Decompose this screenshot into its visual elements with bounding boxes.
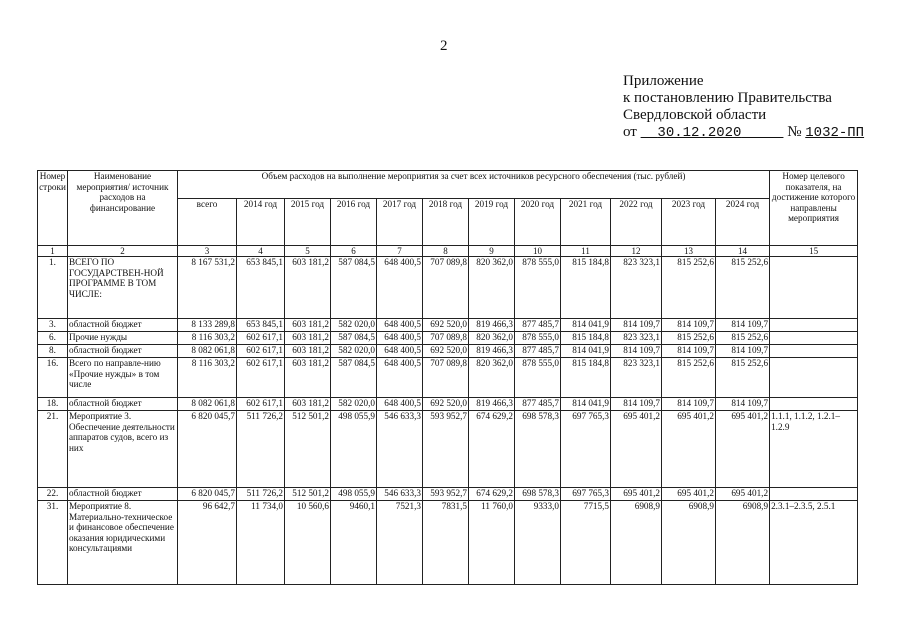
row-value: 815 184,8 [561,332,611,345]
row-value: 653 845,1 [237,319,285,332]
date-prefix: от [623,124,637,140]
row-name: Мероприятие 8. Материально-техническое и финансовое обеспечение оказания юридическими консультациями [68,501,178,585]
column-number: 13 [662,246,716,257]
table-row [38,358,858,398]
row-name: областной бюджет [68,488,178,501]
header-target-indicator: Номер целевого показателя, на достижение которого направлены мероприятия [770,171,858,246]
row-value: 814 041,9 [561,345,611,358]
row-value: 653 845,1 [237,257,285,319]
row-value: 697 765,3 [561,488,611,501]
row-value: 648 400,5 [377,398,423,411]
row-number: 18. [38,398,68,411]
row-value: 815 252,6 [662,332,716,345]
row-number: 3. [38,319,68,332]
row-value: 877 485,7 [515,345,561,358]
column-number: 12 [611,246,662,257]
appendix-title: Приложение [623,73,704,89]
row-value: 820 362,0 [469,358,515,398]
row-value: 8 082 061,8 [178,398,237,411]
row-value: 8 116 303,2 [178,332,237,345]
column-number: 3 [178,246,237,257]
row-value: 602 617,1 [237,398,285,411]
column-number: 8 [423,246,469,257]
row-value: 603 181,2 [285,345,331,358]
row-number: 21. [38,411,68,488]
row-value: 96 642,7 [178,501,237,585]
column-number: 11 [561,246,611,257]
row-value: 511 726,2 [237,411,285,488]
row-value: 814 109,7 [662,319,716,332]
header-year: 2018 год [423,199,469,246]
row-value: 8 116 303,2 [178,358,237,398]
page-number: 2 [440,38,448,54]
row-value: 674 629,2 [469,411,515,488]
row-target: 1.1.1, 1.1.2, 1.2.1–1.2.9 [770,411,858,488]
row-name: ВСЕГО ПО ГОСУДАРСТВЕН-НОЙ ПРОГРАММЕ В ТОМ ЧИСЛЕ: [68,257,178,319]
row-value: 6908,9 [611,501,662,585]
row-value: 695 401,2 [716,411,770,488]
resolution-number: 1032-ПП [805,125,865,141]
row-value: 582 020,0 [331,345,377,358]
row-value: 674 629,2 [469,488,515,501]
row-value: 7715,5 [561,501,611,585]
row-value: 9333,0 [515,501,561,585]
header-year: 2016 год [331,199,377,246]
row-value: 877 485,7 [515,319,561,332]
row-target [770,319,858,332]
row-value: 546 633,3 [377,488,423,501]
row-value: 582 020,0 [331,319,377,332]
row-value: 602 617,1 [237,332,285,345]
table-row [38,319,858,332]
row-value: 814 109,7 [716,398,770,411]
row-value: 648 400,5 [377,345,423,358]
header-total: всего [178,199,237,246]
row-value: 582 020,0 [331,398,377,411]
row-value: 7521,3 [377,501,423,585]
row-value: 11 734,0 [237,501,285,585]
row-value: 648 400,5 [377,319,423,332]
row-target [770,332,858,345]
row-name: областной бюджет [68,398,178,411]
row-value: 648 400,5 [377,358,423,398]
header-activity-name: Наименование мероприятия/ источник расходов на финансирование [68,171,178,246]
row-value: 587 084,5 [331,332,377,345]
column-number: 9 [469,246,515,257]
row-value: 877 485,7 [515,398,561,411]
row-value: 6 820 045,7 [178,411,237,488]
appendix-date-line [623,124,864,142]
row-value: 815 252,6 [716,358,770,398]
header-year: 2014 год [237,199,285,246]
row-number: 1. [38,257,68,319]
row-number: 16. [38,358,68,398]
header-row-number: Номер строки [38,171,68,246]
row-value: 648 400,5 [377,332,423,345]
row-value: 815 184,8 [561,257,611,319]
row-value: 819 466,3 [469,345,515,358]
row-value: 695 401,2 [611,488,662,501]
row-value: 648 400,5 [377,257,423,319]
header-year: 2020 год [515,199,561,246]
column-number: 1 [38,246,68,257]
row-value: 815 184,8 [561,358,611,398]
column-number: 7 [377,246,423,257]
row-value: 546 633,3 [377,411,423,488]
column-number: 5 [285,246,331,257]
header-year: 2019 год [469,199,515,246]
header-year: 2024 год [716,199,770,246]
header-year: 2022 год [611,199,662,246]
row-value: 7831,5 [423,501,469,585]
row-value: 815 252,6 [662,257,716,319]
row-value: 587 084,5 [331,257,377,319]
row-value: 814 109,7 [611,398,662,411]
row-value: 878 555,0 [515,332,561,345]
header-year: 2015 год [285,199,331,246]
table-row [38,488,858,501]
row-value: 9460,1 [331,501,377,585]
row-value: 819 466,3 [469,319,515,332]
row-value: 695 401,2 [662,488,716,501]
row-number: 31. [38,501,68,585]
row-value: 603 181,2 [285,332,331,345]
row-value: 698 578,3 [515,488,561,501]
row-value: 512 501,2 [285,411,331,488]
column-number: 2 [68,246,178,257]
row-name: Всего по направле-нию «Прочие нужды» в том числе [68,358,178,398]
row-number: 22. [38,488,68,501]
row-target [770,488,858,501]
header-year: 2023 год [662,199,716,246]
header-expenses: Объем расходов на выполнение мероприятия за счет всех источников ресурсного обеспечения (тыс. рублей) [178,171,770,199]
row-value: 6 820 045,7 [178,488,237,501]
row-value: 814 109,7 [662,345,716,358]
row-value: 8 167 531,2 [178,257,237,319]
row-target: 2.3.1–2.3.5, 2.5.1 [770,501,858,585]
row-value: 698 578,3 [515,411,561,488]
row-value: 697 765,3 [561,411,611,488]
row-value: 814 109,7 [716,345,770,358]
row-value: 498 055,9 [331,411,377,488]
column-numbers-row [38,246,858,257]
row-value: 707 089,8 [423,332,469,345]
row-value: 707 089,8 [423,358,469,398]
row-value: 814 109,7 [716,319,770,332]
row-value: 707 089,8 [423,257,469,319]
row-value: 511 726,2 [237,488,285,501]
row-value: 695 401,2 [611,411,662,488]
table-row [38,257,858,319]
header-year: 2017 год [377,199,423,246]
row-value: 815 252,6 [716,332,770,345]
row-value: 602 617,1 [237,358,285,398]
row-value: 11 760,0 [469,501,515,585]
row-value: 814 041,9 [561,319,611,332]
row-value: 823 323,1 [611,332,662,345]
row-value: 8 133 289,8 [178,319,237,332]
row-value: 695 401,2 [716,488,770,501]
number-prefix: № [787,124,802,140]
appendix-region: Свердловской области [623,107,767,123]
row-value: 819 466,3 [469,398,515,411]
row-value: 587 084,5 [331,358,377,398]
row-value: 512 501,2 [285,488,331,501]
column-number: 4 [237,246,285,257]
budget-table [37,170,858,585]
table-row [38,332,858,345]
row-name: Прочие нужды [68,332,178,345]
row-name: областной бюджет [68,319,178,332]
row-value: 878 555,0 [515,257,561,319]
row-value: 814 109,7 [611,345,662,358]
row-value: 695 401,2 [662,411,716,488]
row-value: 692 520,0 [423,345,469,358]
table-row [38,501,858,585]
row-name: Мероприятие 3. Обеспечение деятельности аппаратов судов, всего из них [68,411,178,488]
row-value: 814 109,7 [662,398,716,411]
row-value: 814 109,7 [611,319,662,332]
column-number: 10 [515,246,561,257]
row-value: 823 323,1 [611,358,662,398]
row-value: 6908,9 [716,501,770,585]
row-target [770,358,858,398]
table-row [38,398,858,411]
column-number: 14 [716,246,770,257]
row-value: 603 181,2 [285,319,331,332]
row-value: 820 362,0 [469,257,515,319]
column-number: 6 [331,246,377,257]
row-target [770,257,858,319]
row-value: 603 181,2 [285,257,331,319]
row-number: 8. [38,345,68,358]
row-value: 593 952,7 [423,488,469,501]
row-value: 593 952,7 [423,411,469,488]
table-row [38,411,858,488]
column-number: 15 [770,246,858,257]
header-year: 2021 год [561,199,611,246]
row-value: 814 041,9 [561,398,611,411]
table-row [38,345,858,358]
row-value: 603 181,2 [285,398,331,411]
row-value: 692 520,0 [423,319,469,332]
row-value: 6908,9 [662,501,716,585]
resolution-date: 30.12.2020 [657,125,742,141]
row-target [770,398,858,411]
row-value: 602 617,1 [237,345,285,358]
row-value: 8 082 061,8 [178,345,237,358]
row-value: 820 362,0 [469,332,515,345]
row-value: 815 252,6 [662,358,716,398]
row-value: 603 181,2 [285,358,331,398]
row-value: 10 560,6 [285,501,331,585]
row-value: 498 055,9 [331,488,377,501]
row-value: 823 323,1 [611,257,662,319]
row-target [770,345,858,358]
row-name: областной бюджет [68,345,178,358]
row-number: 6. [38,332,68,345]
row-value: 692 520,0 [423,398,469,411]
appendix-block [623,73,864,142]
row-value: 815 252,6 [716,257,770,319]
appendix-resolution: к постановлению Правительства [623,90,832,106]
row-value: 878 555,0 [515,358,561,398]
